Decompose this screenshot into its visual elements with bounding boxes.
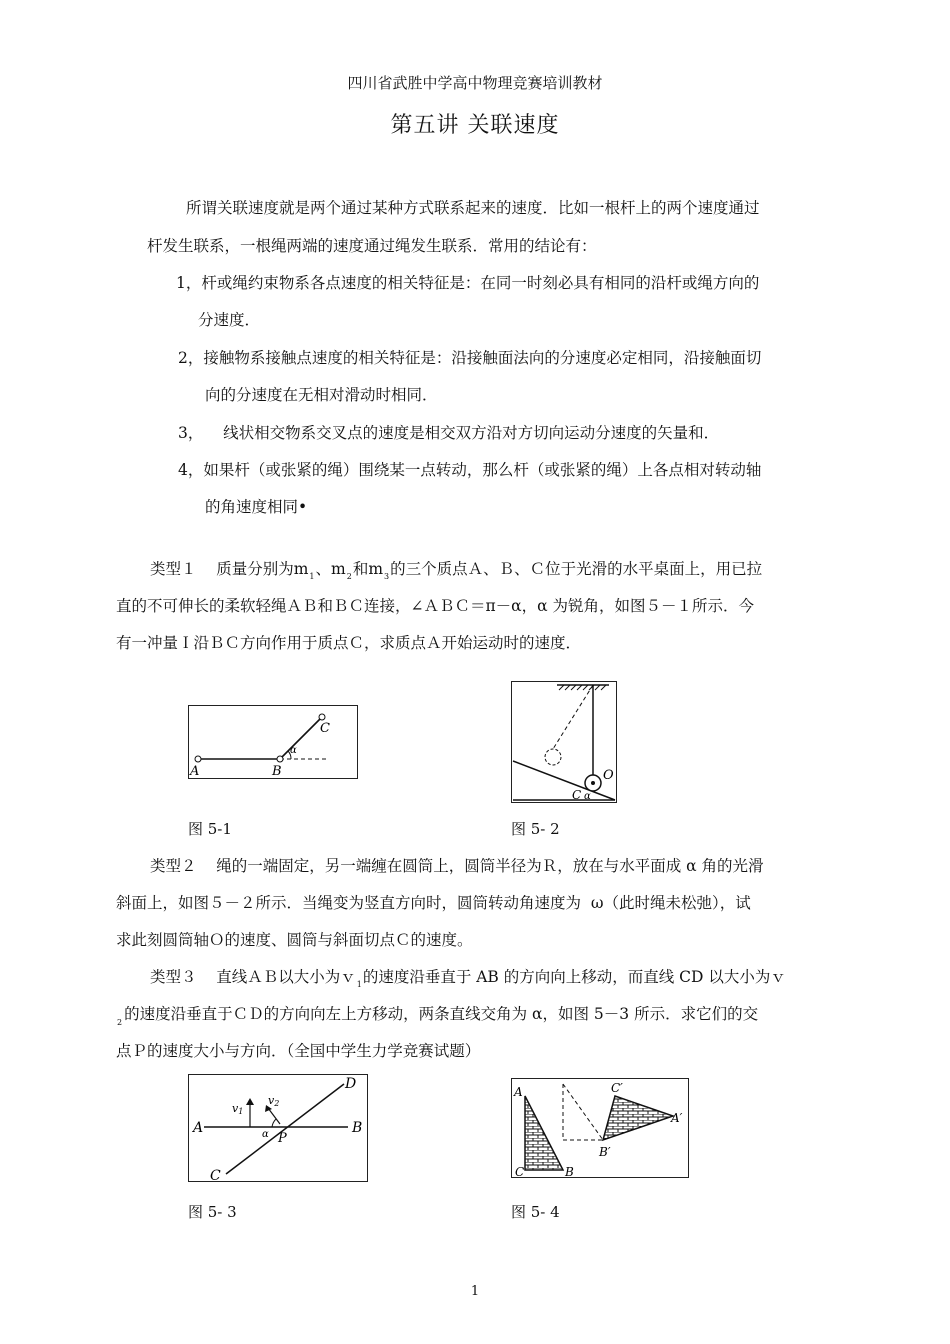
type1-sub-1: 1 bbox=[309, 572, 315, 581]
type1-sub-2: 2 bbox=[346, 572, 352, 581]
dashed-hypotenuse bbox=[563, 1084, 603, 1140]
label-alpha: α bbox=[584, 791, 591, 802]
intro-line-2: 杆发生联系，一根绳两端的速度通过绳发生联系．常用的结论有： bbox=[147, 237, 597, 255]
page-header: 四川省武胜中学高中物理竞赛培训教材 bbox=[347, 74, 603, 92]
v2-letter: v bbox=[268, 1094, 275, 1107]
type2-line-3: 求此刻圆筒轴Ｏ的速度、圆筒与斜面切点Ｃ的速度。 bbox=[116, 931, 473, 949]
type1-text-d: 的三个质点Ａ、Ｂ、Ｃ位于光滑的水平桌面上，用已拉 bbox=[390, 560, 763, 578]
conclusion-2-line-2: 向的分速度在无相对滑动时相同． bbox=[205, 386, 438, 404]
figure-5-3 bbox=[188, 1074, 368, 1182]
type2-line-1: 类型２ 绳的一端固定，另一端缠在圆筒上，圆筒半径为Ｒ，放在与水平面成 α 角的光滑 bbox=[150, 857, 764, 875]
type1-line-3: 有一冲量Ｉ沿ＢＣ方向作用于质点Ｃ，求质点Ａ开始运动时的速度． bbox=[116, 634, 582, 652]
v1-sub: 1 bbox=[238, 1107, 244, 1116]
mass-a bbox=[195, 756, 201, 762]
label-c: C bbox=[572, 788, 582, 802]
label-b: B bbox=[352, 1120, 363, 1136]
v1-letter: v bbox=[232, 1102, 239, 1115]
line-cd bbox=[226, 1084, 344, 1174]
figure-5-2 bbox=[511, 681, 617, 803]
dashed-rope bbox=[553, 685, 593, 749]
type1-text-a: 类型１ 质量分别为m bbox=[150, 560, 309, 578]
intro-line-1: 所谓关联速度就是两个通过某种方式联系起来的速度．比如一根杆上的两个速度通过 bbox=[186, 199, 760, 217]
type3-line-1 bbox=[150, 965, 786, 987]
type2-line-2: 斜面上，如图５－２所示．当绳变为竖直方向时，圆筒转动角速度为 ω（此时绳未松弛），试 bbox=[116, 894, 751, 912]
axis-o-dot bbox=[591, 781, 595, 785]
type1-text-c: 和m bbox=[352, 560, 384, 578]
caption-5-1: 图 5-1 bbox=[188, 820, 232, 838]
type3-line-2 bbox=[116, 1002, 759, 1027]
type1-line-1 bbox=[150, 557, 762, 579]
conclusion-2-line-1: 2，接触物系接触点速度的相关特征是：沿接触面法向的分速度必定相同，沿接触面切 bbox=[178, 349, 762, 367]
type3-text-c: 的速度沿垂直于ＣＤ的方向向左上方移动，两条直线交角为 α，如图 5－3 所示．求它们的交 bbox=[124, 1005, 759, 1023]
label-alpha: α bbox=[290, 745, 297, 756]
caption-5-2: 图 5- 2 bbox=[511, 820, 560, 838]
label-a: A bbox=[514, 1085, 523, 1099]
type3-line-3: 点Ｐ的速度大小与方向．（全国中学生力学竞赛试题） bbox=[116, 1042, 481, 1060]
type3-sub-2: 2 bbox=[117, 1018, 123, 1027]
figure-5-4 bbox=[511, 1078, 689, 1178]
type1-line-2: 直的不可伸长的柔软轻绳ＡＢ和ＢＣ连接，∠ＡＢＣ＝π－α，α 为锐角，如图５－１所示．今 bbox=[116, 597, 755, 615]
type1-sub-3: 3 bbox=[384, 572, 390, 581]
conclusion-1-line-1: 1，杆或绳约束物系各点速度的相关特征是：在同一时刻必具有相同的沿杆或绳方向的 bbox=[176, 274, 760, 292]
label-c: C bbox=[320, 721, 330, 736]
triangle-a2b2c2 bbox=[603, 1096, 673, 1140]
v2-sub: 2 bbox=[274, 1099, 280, 1108]
label-a-prime: A′ bbox=[671, 1111, 683, 1125]
conclusion-4-line-1: 4，如果杆（或张紧的绳）围绕某一点转动，那么杆（或张紧的绳）上各点相对转动轴 bbox=[178, 461, 762, 479]
label-a: A bbox=[190, 764, 200, 779]
conclusion-1-line-2: 分速度． bbox=[198, 311, 261, 329]
type3-text-a: 类型３ 直线ＡＢ以大小为ｖ bbox=[150, 968, 356, 986]
caption-5-3: 图 5- 3 bbox=[188, 1203, 237, 1221]
type3-sub-1: 1 bbox=[356, 980, 362, 989]
type3-text-b: 的速度沿垂直于 AB 的方向向上移动，而直线 CD 以大小为ｖ bbox=[362, 968, 786, 986]
label-c: C bbox=[210, 1168, 221, 1182]
label-c-prime: C′ bbox=[611, 1081, 623, 1095]
label-a: A bbox=[193, 1120, 204, 1136]
cylinder-earlier bbox=[545, 749, 561, 765]
label-b: B bbox=[565, 1165, 574, 1178]
label-b-prime: B′ bbox=[599, 1145, 611, 1159]
label-v2 bbox=[268, 1094, 279, 1108]
label-c: C bbox=[515, 1165, 525, 1178]
label-o: O bbox=[603, 768, 614, 783]
caption-5-4: 图 5- 4 bbox=[511, 1203, 560, 1221]
label-alpha: α bbox=[262, 1129, 269, 1140]
arrow-v1-head bbox=[246, 1098, 254, 1105]
angle-arc bbox=[272, 1119, 276, 1127]
mass-b bbox=[277, 756, 283, 762]
figure-5-1 bbox=[188, 705, 358, 779]
rope-bc bbox=[280, 717, 322, 759]
lecture-title: 第五讲 关联速度 bbox=[390, 113, 560, 138]
label-d: D bbox=[345, 1076, 357, 1092]
label-b: B bbox=[272, 764, 282, 779]
page-number: 1 bbox=[470, 1284, 480, 1299]
mass-c bbox=[319, 714, 325, 720]
label-v1 bbox=[232, 1102, 243, 1116]
figure-frame bbox=[189, 1075, 368, 1182]
conclusion-4-line-2: 的角速度相同• bbox=[205, 498, 308, 516]
type1-text-b: 、m bbox=[315, 560, 346, 578]
triangle-abc bbox=[525, 1096, 563, 1170]
label-p: P bbox=[278, 1131, 287, 1146]
conclusion-3-line-1: 3， 线状相交物系交叉点的速度是相交双方沿对方切向运动分速度的矢量和． bbox=[178, 424, 720, 442]
